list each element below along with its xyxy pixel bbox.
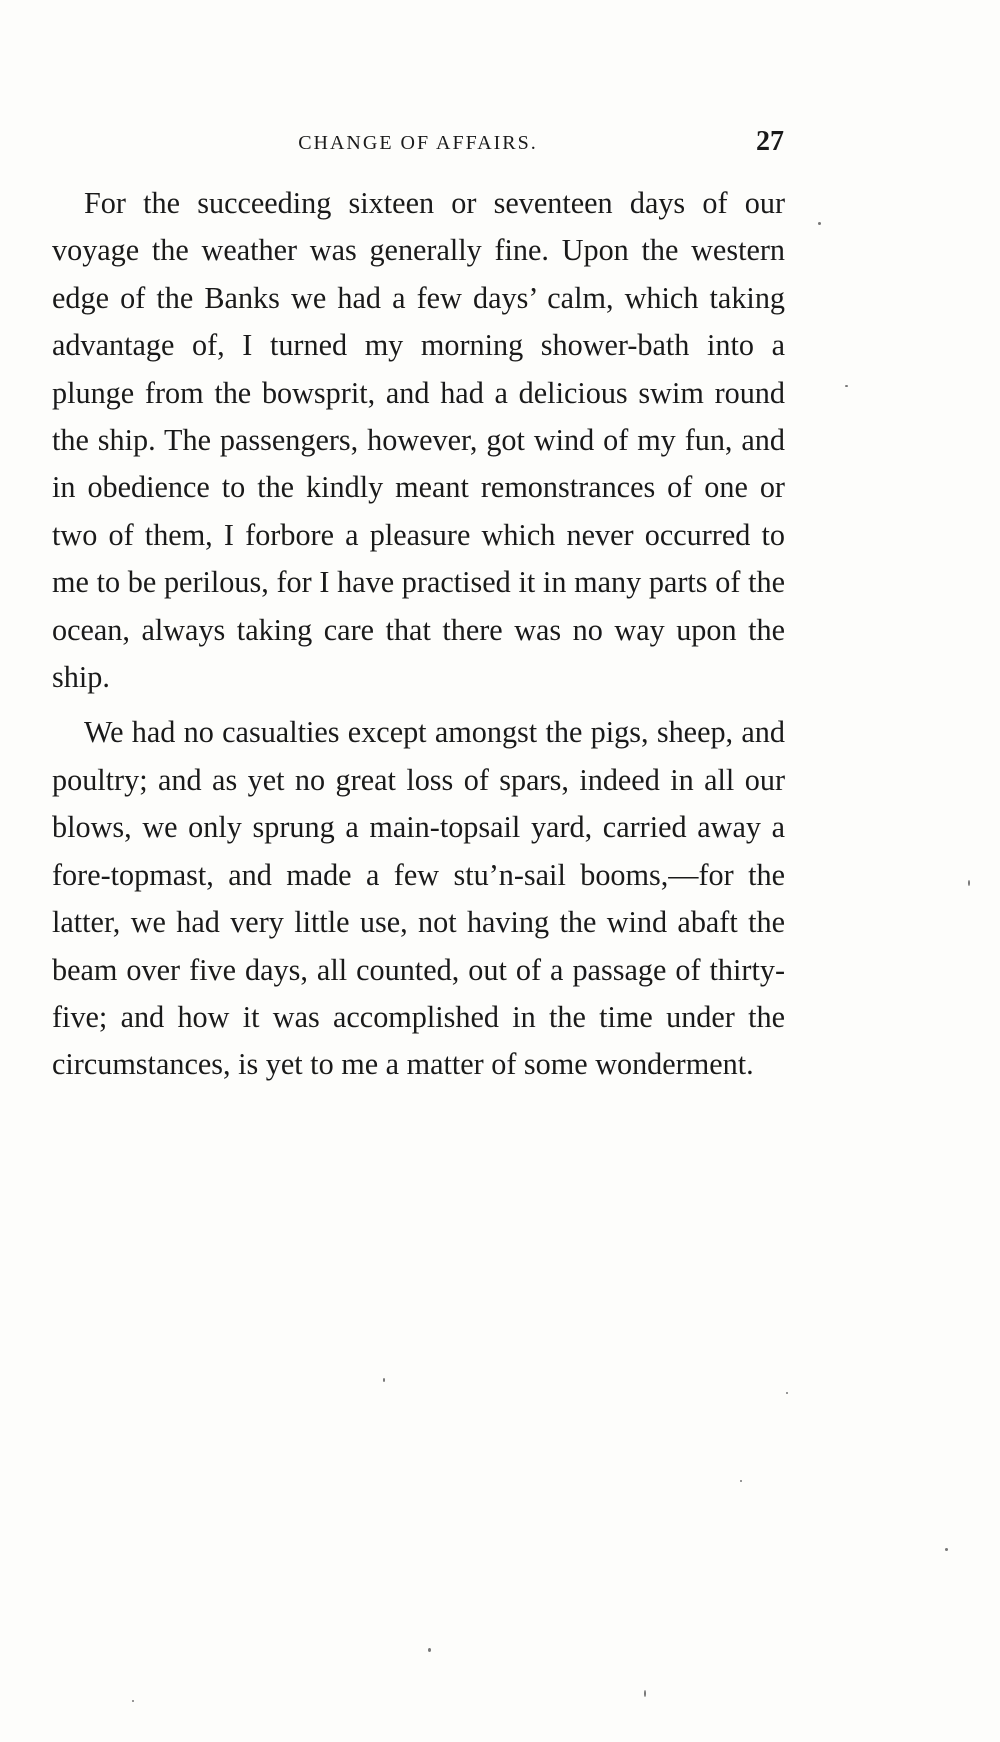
running-title: CHANGE OF AFFAIRS. — [298, 132, 538, 154]
page-header — [52, 128, 784, 168]
paragraph-2: We had no casualties except amongst the pigs, sheep, and poultry; and as yet no great loss of spars, indeed in all our blows, we only sprung a main-topsail yard, carried away a fore-topmast, and made a few stu’n-sail booms,—for the latter, we had very little use, not having the wind abaft the beam over five days, all counted, out of a passage of thirty-five; and how it was accomplished in the time under the circumstances, is yet to me a matter of some wonderment. — [52, 715, 785, 1082]
speck — [786, 1392, 788, 1394]
speck — [945, 1548, 948, 1551]
speck — [132, 1700, 134, 1702]
speck — [428, 1648, 431, 1652]
speck — [644, 1690, 646, 1697]
speck — [968, 880, 970, 886]
speck — [845, 385, 848, 387]
speck — [383, 1378, 385, 1382]
page-number: 27 — [756, 126, 784, 157]
speck — [740, 1480, 742, 1482]
body-text — [52, 180, 785, 1097]
speck — [818, 222, 821, 225]
paragraph-1: For the succeeding sixteen or seventeen days of our voyage the weather was generally fine. Upon the western edge of the Banks we had a few days’ calm, which taking advantage of, I turned my morning shower-bath into a plunge from the bowsprit, and had a delicious swim round the ship. The passengers, however, got wind of my fun, and in obedience to the kindly meant remonstrances of one or two of them, I forbore a pleasure which never occurred to me to be perilous, for I have practised it in many parts of the ocean, always taking care that there was no way upon the ship. — [52, 186, 785, 695]
